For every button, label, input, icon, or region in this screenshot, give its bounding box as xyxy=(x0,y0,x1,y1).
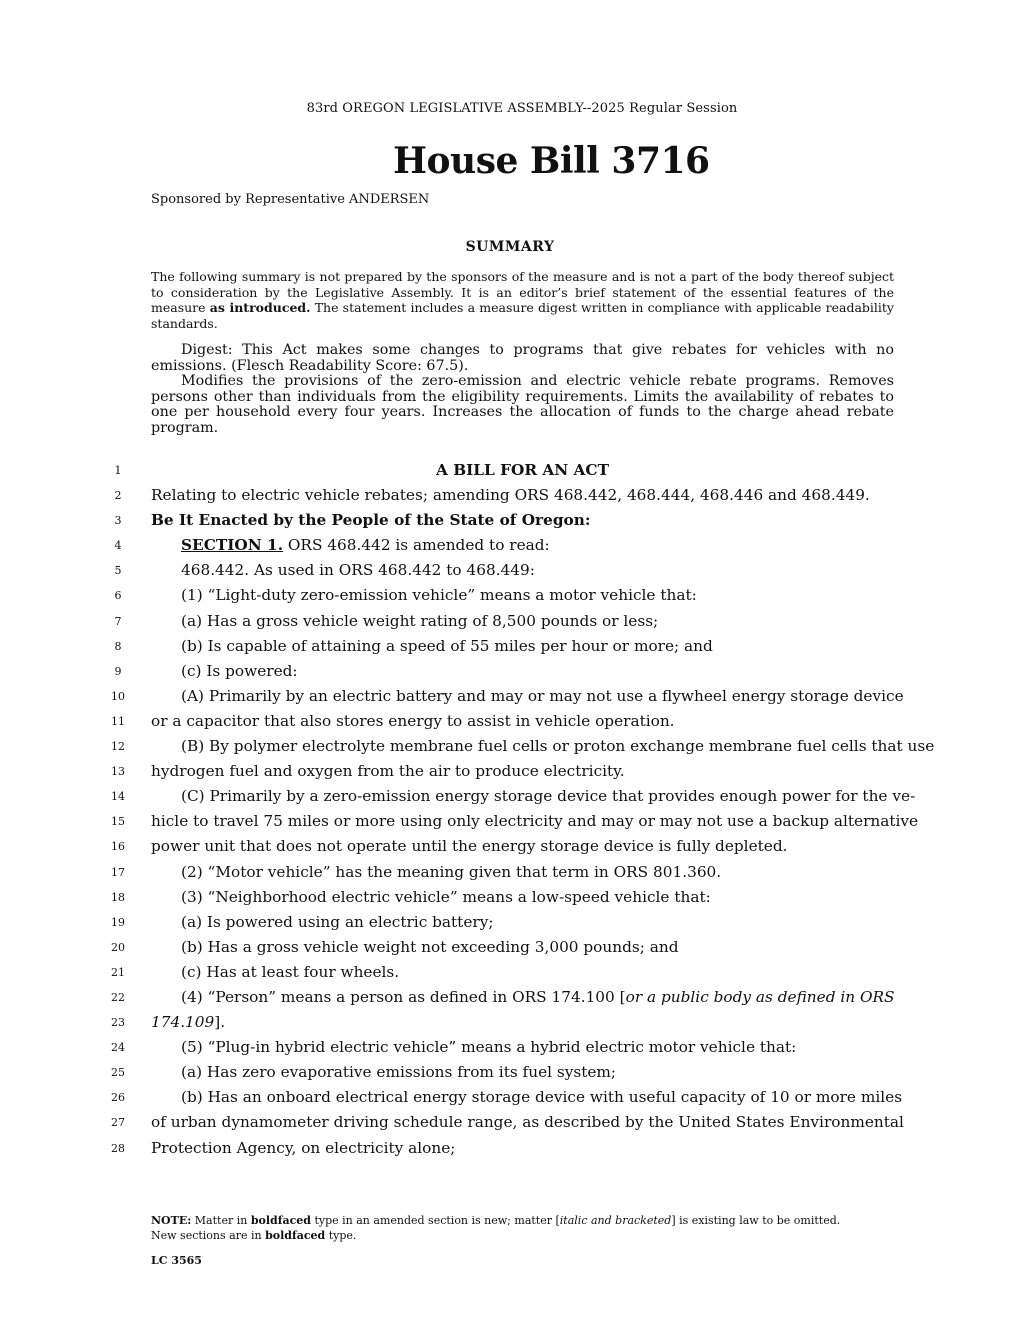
note-bold: boldfaced xyxy=(265,1229,326,1242)
line-number: 2 xyxy=(114,489,122,503)
line-number: 28 xyxy=(111,1141,125,1155)
note-text: ] is existing law to be omitted. xyxy=(671,1214,841,1227)
bill-line: hydrogen fuel and oxygen from the air to produce electricity. xyxy=(151,762,625,781)
section-text: ORS 468.442 is amended to read: xyxy=(283,536,550,555)
line-number: 12 xyxy=(111,740,125,754)
line-number: 18 xyxy=(111,890,125,904)
line-number: 14 xyxy=(111,790,125,804)
session-header: 83rd OREGON LEGISLATIVE ASSEMBLY--2025 Regular Session xyxy=(306,101,738,116)
bill-line xyxy=(151,985,894,1010)
note-italic: italic and bracketed xyxy=(559,1214,672,1227)
deleted-text: 174.109 xyxy=(151,1013,215,1032)
summary-heading: SUMMARY xyxy=(465,239,555,255)
line-number: 25 xyxy=(111,1066,125,1080)
bill-act-heading: A BILL FOR AN ACT xyxy=(436,461,609,479)
bill-line: (b) Has an onboard electrical energy storage device with useful capacity of 10 or more miles xyxy=(181,1088,903,1107)
bill-line: hicle to travel 75 miles or more using only electricity and may or may not use a backup alternative xyxy=(151,812,919,831)
line-number: 11 xyxy=(111,714,125,728)
note-line-2 xyxy=(151,1228,840,1243)
bill-line: (C) Primarily by a zero-emission energy storage device that provides enough power for the ve- xyxy=(181,787,916,806)
sponsor-line: Sponsored by Representative ANDERSEN xyxy=(151,192,430,207)
note-bold: boldfaced xyxy=(250,1214,311,1227)
summary-text-b: The statement includes a measure digest written in compliance with applicable readability standards. xyxy=(151,300,894,331)
bill-line: 468.442. As used in ORS 468.442 to 468.449: xyxy=(181,561,535,580)
bill-line: (A) Primarily by an electric battery and may or may not use a flywheel energy storage device xyxy=(181,686,904,705)
digest-paragraph-2: Modifies the provisions of the zero-emission and electric vehicle rebate programs. Removes persons other than individuals from the eligibility requirements. Limits the availability of rebates to one per household every four years. Increases the allocation of funds to the charge ahead rebate program. xyxy=(151,373,894,436)
line-number: 21 xyxy=(111,965,125,979)
section-label: SECTION 1. xyxy=(181,536,284,555)
line-number: 1 xyxy=(114,464,122,477)
bill-line: Protection Agency, on electricity alone; xyxy=(151,1138,456,1157)
line-number: 20 xyxy=(111,940,125,954)
note-text: Matter in xyxy=(191,1214,251,1227)
line-number: 19 xyxy=(111,915,125,929)
line-number: 4 xyxy=(114,539,122,553)
line-number: 6 xyxy=(114,589,122,603)
bill-title: House Bill 3716 xyxy=(393,140,710,182)
summary-text-bold: as introduced. xyxy=(209,300,311,315)
line-number: 23 xyxy=(111,1016,125,1030)
line-number: 5 xyxy=(114,564,122,578)
line-number: 3 xyxy=(114,514,122,528)
line-number: 26 xyxy=(111,1091,125,1105)
footer-note xyxy=(151,1213,840,1243)
bill-line: (a) Has a gross vehicle weight rating of 8,500 pounds or less; xyxy=(181,611,659,630)
line-number: 9 xyxy=(114,664,122,678)
line-numbers xyxy=(108,458,128,1161)
bill-line: (5) “Plug-in hybrid electric vehicle” means a hybrid electric motor vehicle that: xyxy=(181,1038,797,1057)
bill-text: ]. xyxy=(214,1013,226,1032)
line-number: 8 xyxy=(114,639,122,653)
deleted-text: or a public body as defined in ORS xyxy=(625,987,895,1006)
bill-line xyxy=(151,1010,894,1035)
note-text: New sections are in xyxy=(151,1229,266,1242)
note-text: type. xyxy=(325,1229,357,1242)
summary-text-a: The following summary is not prepared by the sponsors of the measure and is not a part of the body thereof subject to consideration by the Legislative Assembly. It is an editor’s brief statement of the essential features of the measure xyxy=(151,269,894,315)
bill-line: or a capacitor that also stores energy to assist in vehicle operation. xyxy=(151,711,675,730)
line-number: 17 xyxy=(111,865,125,879)
line-number: 10 xyxy=(111,689,125,703)
lc-number: LC 3565 xyxy=(151,1254,202,1267)
summary-paragraph xyxy=(151,269,894,331)
bill-line: of urban dynamometer driving schedule range, as described by the United States Environmental xyxy=(151,1113,904,1132)
line-number: 16 xyxy=(111,840,125,854)
digest xyxy=(151,343,894,436)
note-line-1 xyxy=(151,1213,840,1228)
bill-line: (c) Has at least four wheels. xyxy=(181,962,400,981)
line-number: 7 xyxy=(114,614,122,628)
line-number: 27 xyxy=(111,1116,125,1130)
note-text: type in an amended section is new; matter [ xyxy=(310,1214,560,1227)
bill-line: (a) Is powered using an electric battery; xyxy=(181,912,494,931)
section-line xyxy=(151,533,894,558)
bill-line: (3) “Neighborhood electric vehicle” means a low-speed vehicle that: xyxy=(181,887,711,906)
bill-line: (B) By polymer electrolyte membrane fuel cells or proton exchange membrane fuel cells that use xyxy=(181,737,935,756)
relating-clause: Relating to electric vehicle rebates; amending ORS 468.442, 468.444, 468.446 and 468.449. xyxy=(151,486,870,505)
bill-text: (4) “Person” means a person as defined in ORS 174.100 [ xyxy=(181,987,626,1006)
line-number: 13 xyxy=(111,765,125,779)
line-number: 15 xyxy=(111,815,125,829)
digest-paragraph-1: Digest: This Act makes some changes to programs that give rebates for vehicles with no emissions. (Flesch Readability Score: 67.5). xyxy=(151,342,894,374)
bill-line: (1) “Light-duty zero-emission vehicle” means a motor vehicle that: xyxy=(181,586,697,605)
enacting-clause: Be It Enacted by the People of the State of Oregon: xyxy=(151,511,591,530)
line-number: 24 xyxy=(111,1041,125,1055)
bill-line: (b) Has a gross vehicle weight not exceeding 3,000 pounds; and xyxy=(181,937,679,956)
bill-line: (a) Has zero evaporative emissions from its fuel system; xyxy=(181,1063,617,1082)
note-label: NOTE: xyxy=(151,1214,192,1227)
bill-line: power unit that does not operate until the energy storage device is fully depleted. xyxy=(151,837,788,856)
bill-line: (c) Is powered: xyxy=(181,661,298,680)
bill-line: (2) “Motor vehicle” has the meaning given that term in ORS 801.360. xyxy=(181,862,722,881)
bill-body xyxy=(151,458,935,1161)
line-number: 22 xyxy=(111,990,125,1004)
bill-line: (b) Is capable of attaining a speed of 55 miles per hour or more; and xyxy=(181,636,713,655)
